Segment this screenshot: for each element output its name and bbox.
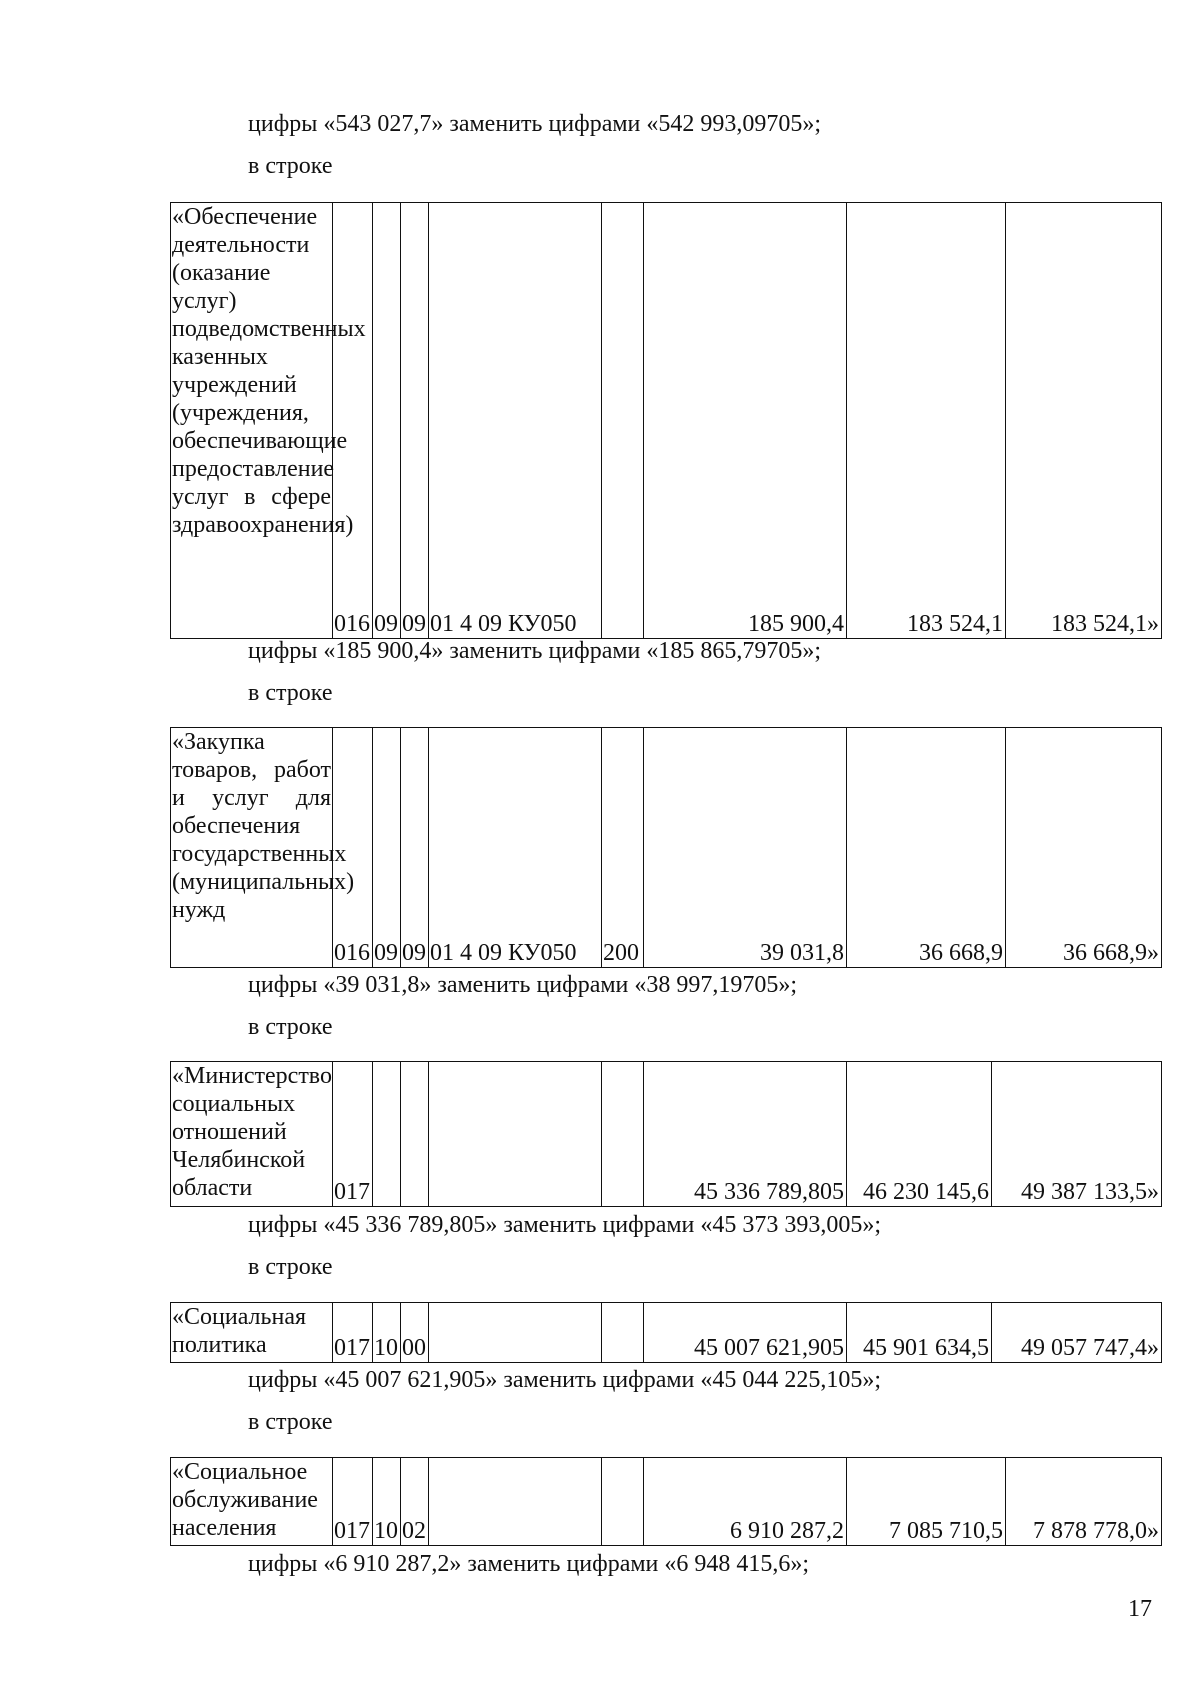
code-pr [401, 1062, 429, 1207]
budget-row-table [170, 727, 1162, 968]
code-ved: 016 [333, 728, 373, 968]
code-csr [429, 1303, 602, 1363]
amount-year-1: 45 336 789,805 [644, 1062, 847, 1207]
replacement-text: цифры «45 007 621,905» заменить цифрами «45 044 225,105»; [248, 1367, 882, 1393]
amount-year-1: 39 031,8 [644, 728, 847, 968]
replacement-text: цифры «6 910 287,2» заменить цифрами «6 948 415,6»; [248, 1551, 810, 1577]
replacement-text: цифры «45 336 789,805» заменить цифрами «45 373 393,005»; [248, 1212, 882, 1238]
budget-row-table [170, 1457, 1162, 1546]
row-name: «Социальное обслуживание населения [171, 1458, 333, 1546]
amount-year-2: 36 668,9 [847, 728, 1006, 968]
budget-row-table [170, 1061, 1162, 1207]
code-csr: 01 4 09 КУ050 [429, 728, 602, 968]
code-csr [429, 1062, 602, 1207]
amount-year-1: 45 007 621,905 [644, 1303, 847, 1363]
amount-year-2: 7 085 710,5 [847, 1458, 1006, 1546]
row-name: «Закупка товаров, работ и услуг для обеспечения государственных (муниципальных) нужд [171, 728, 333, 968]
code-csr [429, 1458, 602, 1546]
code-vr [602, 1303, 644, 1363]
code-rz: 10 [373, 1458, 401, 1546]
code-rz [373, 1062, 401, 1207]
amount-year-2: 45 901 634,5 [847, 1303, 992, 1363]
budget-row-table [170, 202, 1162, 639]
in-row-label: в строке [248, 680, 333, 706]
code-rz: 09 [373, 728, 401, 968]
replacement-text: цифры «185 900,4» заменить цифрами «185 865,79705»; [248, 638, 822, 664]
code-ved: 016 [333, 203, 373, 639]
code-ved: 017 [333, 1458, 373, 1546]
replacement-text: цифры «543 027,7» заменить цифрами «542 993,09705»; [248, 111, 822, 137]
code-vr: 200 [602, 728, 644, 968]
code-vr [602, 1062, 644, 1207]
amount-year-3: 36 668,9» [1006, 728, 1162, 968]
code-pr: 00 [401, 1303, 429, 1363]
amount-year-3: 183 524,1» [1006, 203, 1162, 639]
row-name: «Обеспечение деятельности (оказание услуг) подведомственных казенных учреждений (учреждения, обеспечивающие предоставление услуг в сфере здравоохранения) [171, 203, 333, 639]
amount-year-1: 185 900,4 [644, 203, 847, 639]
row-name: «Социальная политика [171, 1303, 333, 1363]
code-pr: 02 [401, 1458, 429, 1546]
in-row-label: в строке [248, 1254, 333, 1280]
amount-year-2: 46 230 145,6 [847, 1062, 992, 1207]
budget-row-table [170, 1302, 1162, 1363]
amount-year-2: 183 524,1 [847, 203, 1006, 639]
in-row-label: в строке [248, 153, 333, 179]
in-row-label: в строке [248, 1014, 333, 1040]
code-csr: 01 4 09 КУ050 [429, 203, 602, 639]
amount-year-3: 7 878 778,0» [1006, 1458, 1162, 1546]
in-row-label: в строке [248, 1409, 333, 1435]
page-number: 17 [1128, 1596, 1152, 1622]
code-ved: 017 [333, 1062, 373, 1207]
amount-year-3: 49 387 133,5» [992, 1062, 1162, 1207]
code-vr [602, 1458, 644, 1546]
amount-year-3: 49 057 747,4» [992, 1303, 1162, 1363]
code-vr [602, 203, 644, 639]
code-pr: 09 [401, 203, 429, 639]
code-rz: 09 [373, 203, 401, 639]
code-rz: 10 [373, 1303, 401, 1363]
replacement-text: цифры «39 031,8» заменить цифрами «38 997,19705»; [248, 972, 798, 998]
code-pr: 09 [401, 728, 429, 968]
code-ved: 017 [333, 1303, 373, 1363]
amount-year-1: 6 910 287,2 [644, 1458, 847, 1546]
row-name: «Министерство социальных отношений Челябинской области [171, 1062, 333, 1207]
